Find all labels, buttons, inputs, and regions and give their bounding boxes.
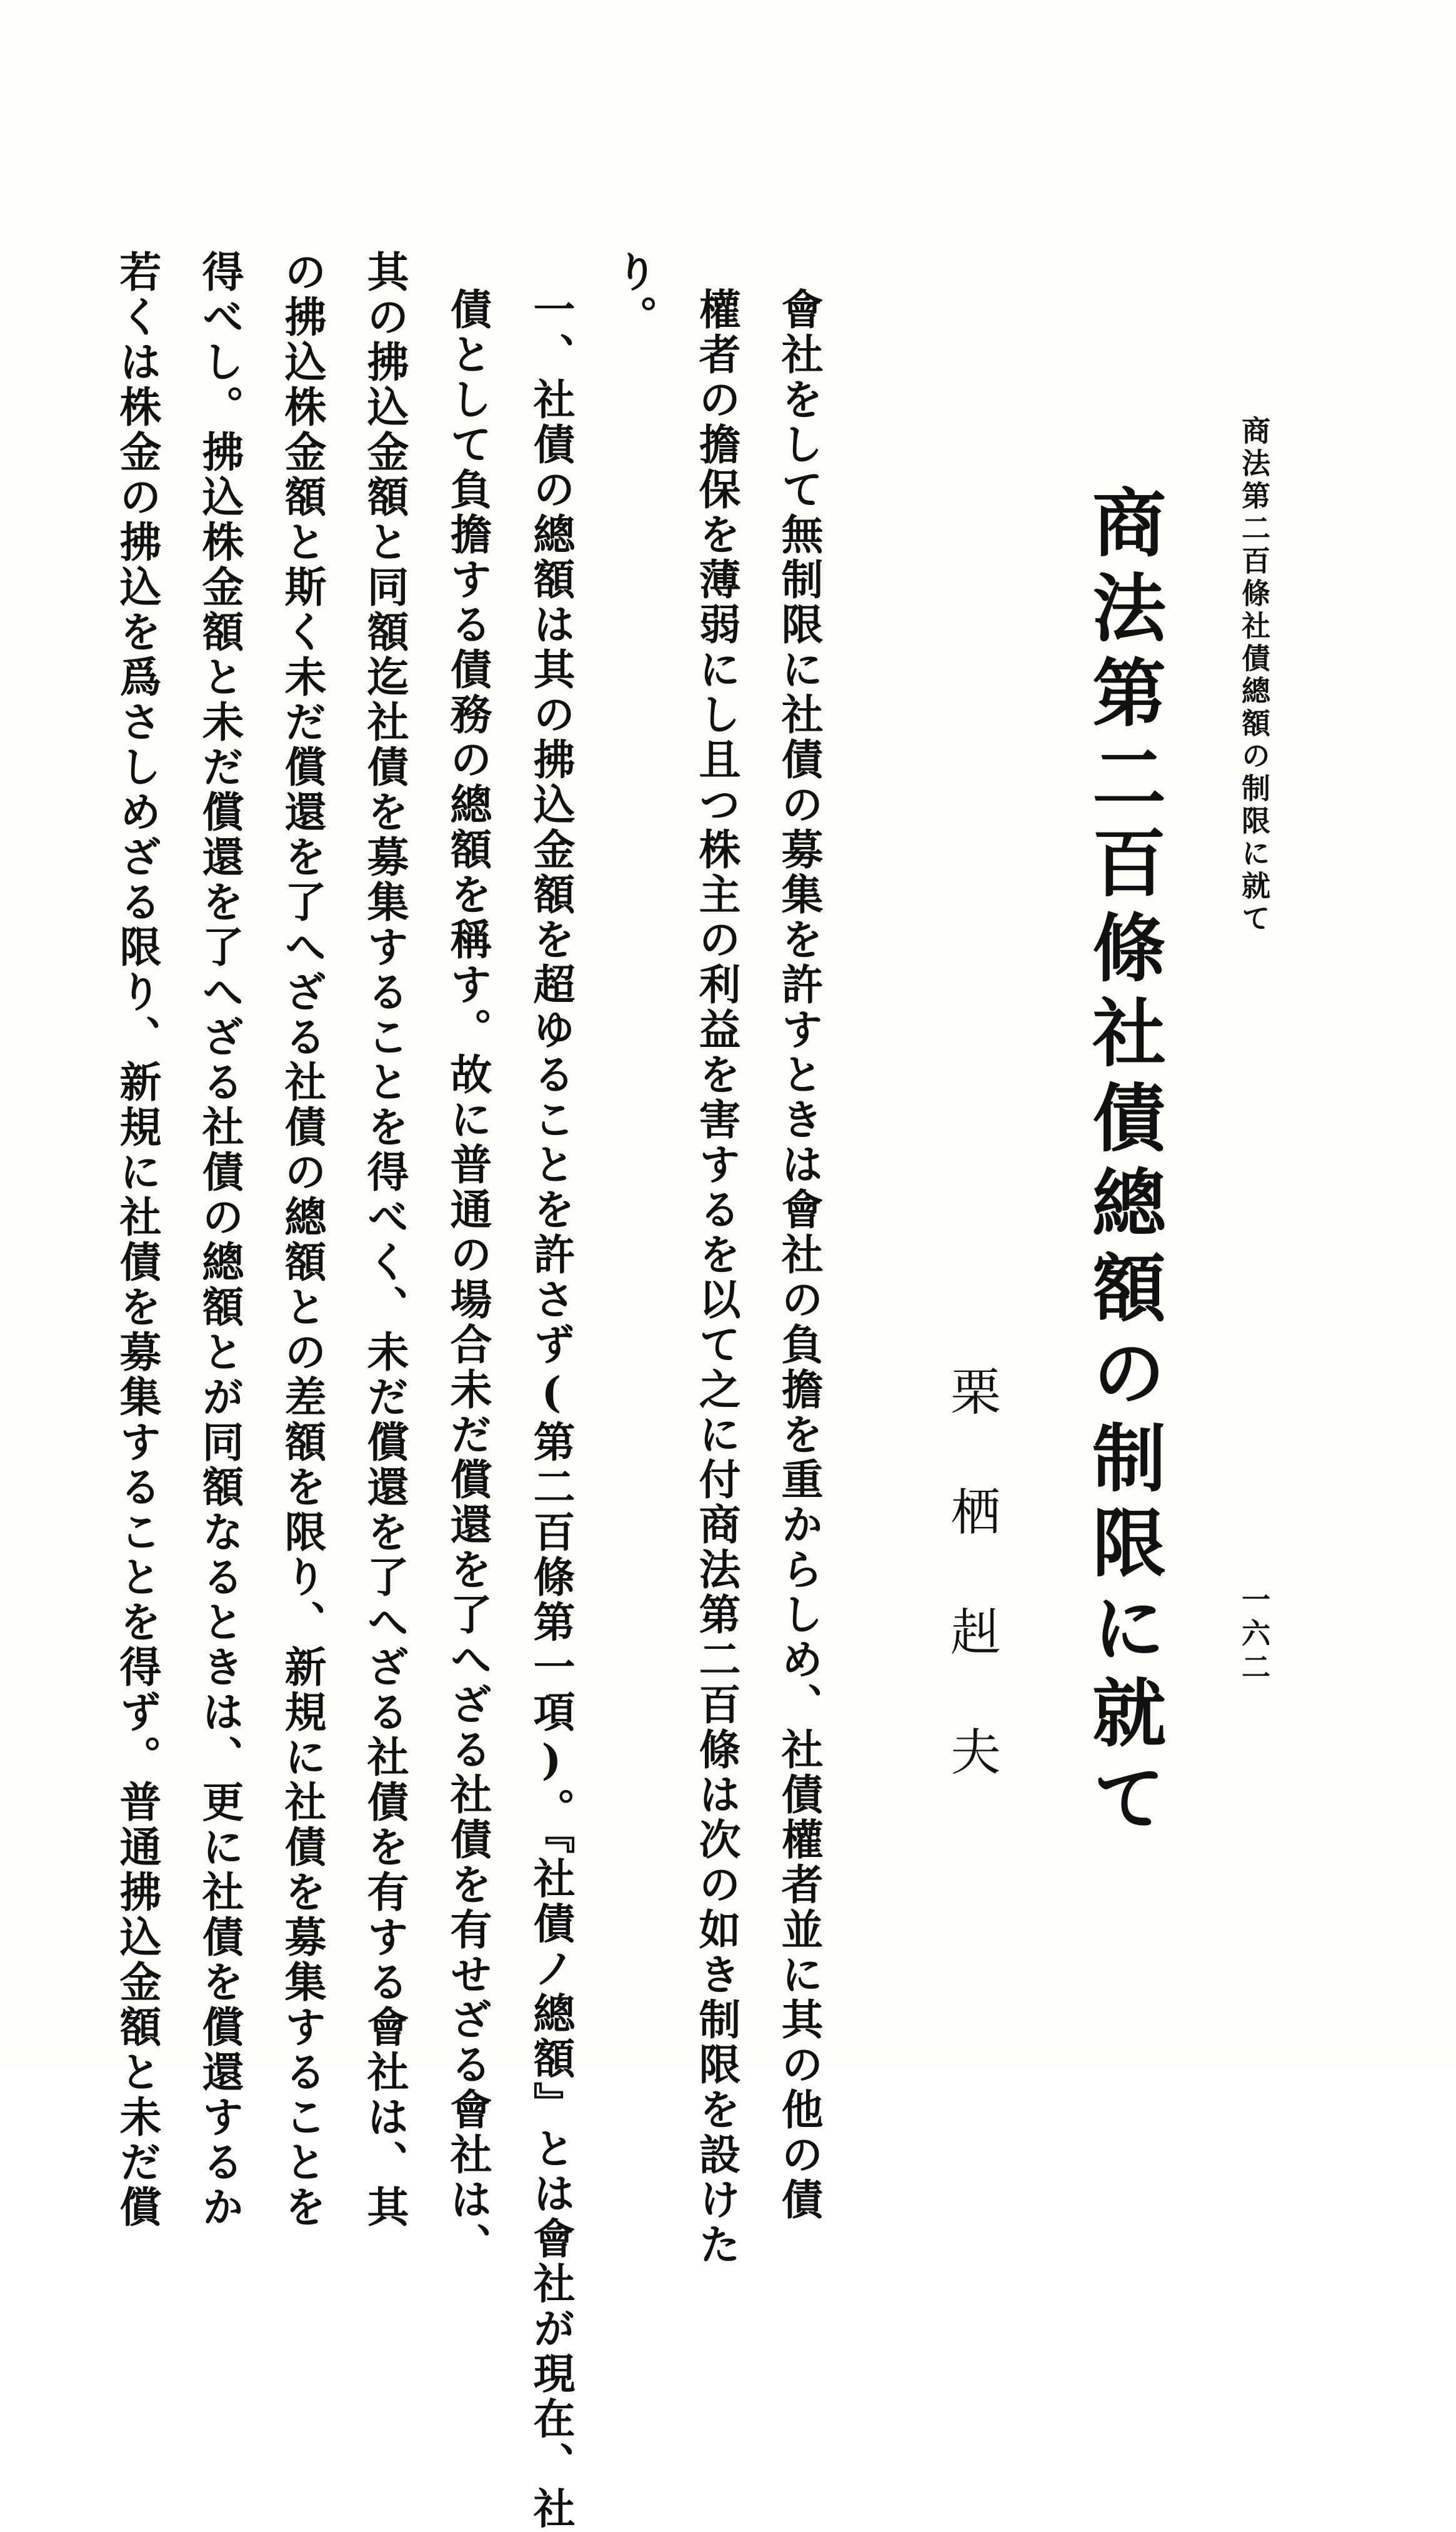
article-author: 栗栖赳夫	[942, 1366, 1000, 1846]
body-line: 其の拂込金額と同額迄社債を募集することを得べく、未だ償還を了へざる社債を有する會社は、其	[361, 250, 410, 2230]
body-line: 若くは株金の拂込を爲さしめざる限り、新規に社債を募集することを得ず。普通拂込金額と未だ償	[113, 250, 162, 2230]
running-header: 商法第二百條社債總額の制限に就て	[1237, 416, 1271, 936]
body-line: 一、社債の總額は其の拂込金額を超ゆることを許さず(第二百條第一項)。『社債ノ總額』とは會社が現在、社	[527, 288, 576, 2532]
body-line: 會社をして無制限に社債の募集を許すときは會社の負擔を重からしめ、社債權者並に其の他の債	[775, 288, 824, 2223]
body-line: の拂込株金額と斯く未だ償還を了へざる社債の總額との差額を限り、新規に社債を募集することを	[278, 250, 327, 2230]
body-line: り。	[609, 250, 659, 340]
body-line: 得べし。拂込株金額と未だ償還を了へざる社債の總額とが同額なるときは、更に社債を償還するか	[196, 250, 245, 2230]
body-line: 債として負擔する債務の總額を稱す。故に普通の場合未だ償還を了へざる社債を有せざる會社は、	[444, 288, 493, 2268]
body-line: 權者の擔保を薄弱にし且つ株主の利益を害するを以て之に付商法第二百條は次の如き制限を設けた	[692, 288, 742, 2268]
article-title: 商法第二百條社債總額の制限に就て	[1080, 484, 1167, 1844]
page-number: 一六二	[1237, 1584, 1271, 1686]
